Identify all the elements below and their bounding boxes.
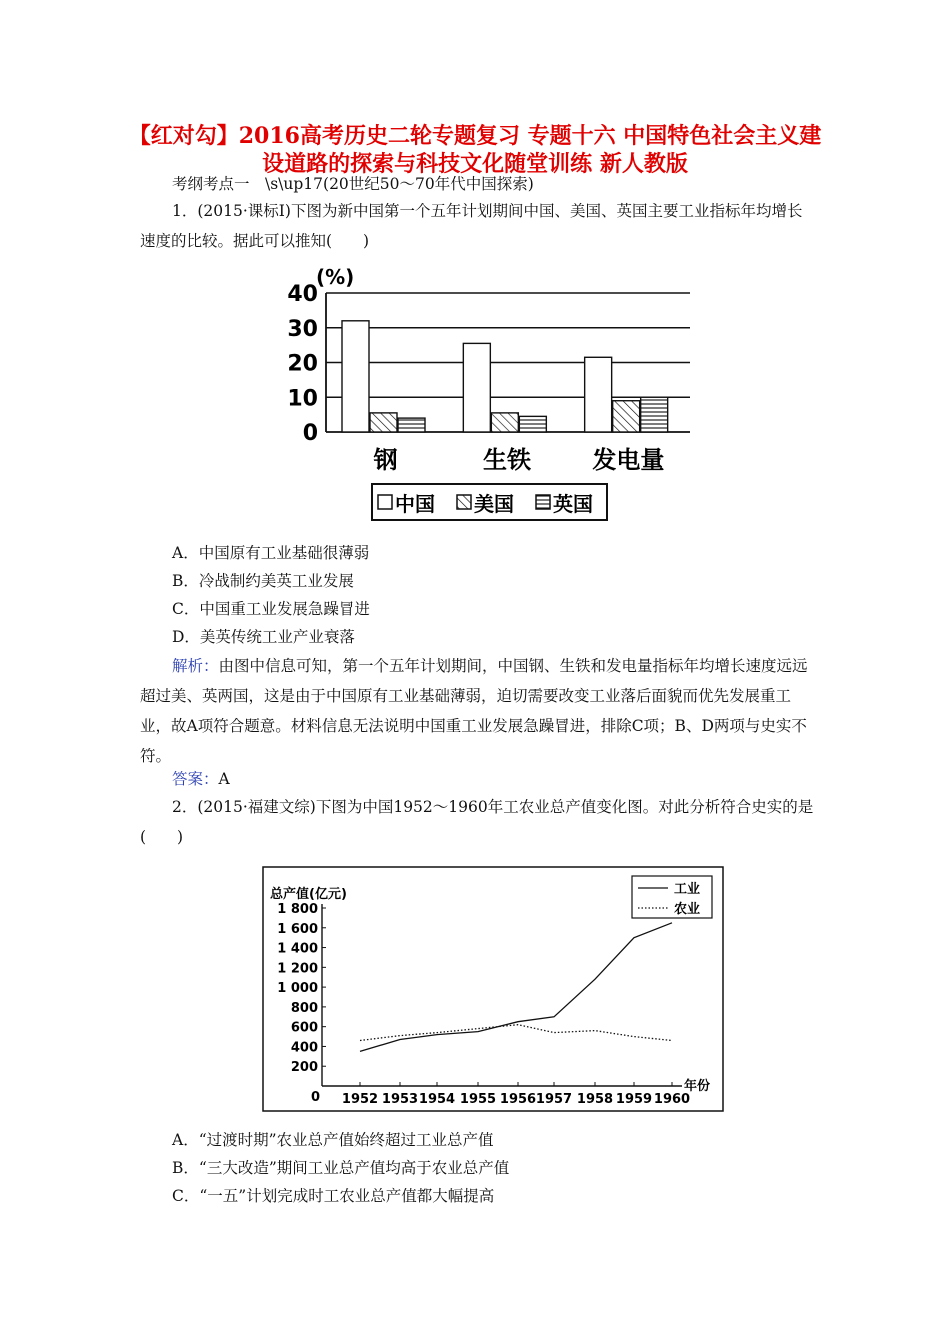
- line-chart-xtick-label: 1960: [653, 1092, 691, 1107]
- bar-chart-ylabel: (%): [316, 265, 355, 289]
- bar-chart-ytick-label: 0: [302, 421, 318, 446]
- q1-answer: [172, 764, 230, 794]
- bar-usa: [370, 413, 397, 432]
- q1-option-c: C．中国重工业发展急躁冒进: [172, 600, 370, 618]
- line-chart-xtick-label: 1958: [576, 1092, 614, 1107]
- legend-label-usa: 美国: [474, 492, 514, 516]
- line-chart-ytick-label: 1 200: [277, 961, 318, 977]
- line-chart-ytick-label: 1 600: [277, 921, 318, 937]
- line-chart-ytick-label: 600: [290, 1020, 318, 1036]
- legend-swatch-usa: [457, 495, 471, 509]
- q1-option-a: A．中国原有工业基础很薄弱: [172, 544, 370, 562]
- q1-option-d: D．美英传统工业产业衰落: [172, 628, 355, 646]
- legend-swatch-china: [378, 495, 392, 509]
- bar-uk: [398, 418, 425, 432]
- legend-label-uk: 英国: [553, 492, 593, 516]
- line-chart-xtick-label: 1953: [381, 1092, 419, 1107]
- answer-value: A: [218, 770, 230, 788]
- bar-chart-ytick-label: 20: [287, 351, 318, 377]
- bar-chart: [280, 262, 710, 532]
- analysis-text: 由图中信息可知，第一个五年计划期间，中国钢、生铁和发电量指标年均增长速度远远超过美、英两国，这是由于中国原有工业基础薄弱，迫切需要改变工业落后面貌而优先发展重工业，故A项符合题意。材料信息无法说明中国重工业发展急躁冒进，排除C项；B、D两项与史实不符。: [140, 657, 808, 765]
- line-chart: [262, 866, 724, 1112]
- q2-option-a: A．“过渡时期”农业总产值始终超过工业总产值: [172, 1131, 494, 1149]
- line-chart-ytick-label: 1 800: [277, 902, 318, 917]
- bar-usa: [613, 401, 640, 432]
- line-chart-ytick-label: 1 000: [277, 981, 318, 997]
- line-chart-xlabel: 年份: [684, 1079, 711, 1094]
- answer-label: 答案：: [172, 770, 219, 788]
- line-chart-xtick-label: 1954: [418, 1092, 456, 1107]
- line-chart-ylabel: 总产值(亿元): [270, 887, 347, 902]
- bar-chart-category-label: 发电量: [592, 446, 665, 474]
- q1-option-b: B．冷战制约美英工业发展: [172, 572, 354, 590]
- bar-chart-ytick-label: 40: [287, 282, 318, 307]
- legend-label-china: 中国: [395, 492, 435, 516]
- line-chart-ytick-label: 800: [290, 1000, 318, 1016]
- q1-analysis: [140, 651, 815, 771]
- line-chart-ytick-label: 200: [290, 1060, 318, 1076]
- question-1-stem: 1．(2015·课标Ⅰ)下图为新中国第一个五年计划期间中国、美国、英国主要工业指标年均增长速度的比较。据此可以推知( ): [140, 202, 803, 250]
- bar-china: [342, 321, 369, 432]
- bar-china: [463, 343, 490, 432]
- bar-usa: [491, 413, 518, 432]
- analysis-label: 解析：: [172, 657, 219, 675]
- line-chart-ytick-label: 0: [310, 1090, 320, 1105]
- bar-chart-category-label: 生铁: [483, 446, 531, 474]
- line-chart-ytick-label: 1 400: [277, 941, 318, 957]
- line-chart-xtick-label: 1955: [459, 1092, 497, 1107]
- legend-swatch-uk: [536, 495, 550, 509]
- legend-label-agriculture: 农业: [674, 902, 701, 917]
- bar-uk: [519, 416, 546, 432]
- bar-chart-ytick-label: 30: [287, 316, 318, 342]
- bar-china: [585, 357, 612, 432]
- q2-option-c: C．“一五”计划完成时工农业总产值都大幅提高: [172, 1187, 495, 1205]
- page-title: 【红对勾】2016高考历史二轮专题复习 专题十六 中国特色社会主义建设道路的探索与科技文化随堂训练 新人教版: [128, 123, 822, 177]
- legend-label-industry: 工业: [674, 882, 701, 897]
- line-chart-xtick-label: 1952: [341, 1092, 379, 1107]
- line-chart-xtick-label: 1959: [615, 1092, 653, 1107]
- bar-chart-category-label: 钢: [373, 446, 398, 474]
- line-chart-ytick-label: 400: [290, 1040, 318, 1056]
- q2-option-b: B．“三大改造”期间工业总产值均高于农业总产值: [172, 1159, 510, 1177]
- line-chart-xtick-label: 1956: [499, 1092, 537, 1107]
- bar-uk: [641, 397, 668, 432]
- section-heading: 考纲考点一 \s\up17(20世纪50～70年代中国探索): [172, 175, 534, 193]
- line-chart-xtick-label: 1957: [535, 1092, 573, 1107]
- bar-chart-ytick-label: 10: [287, 386, 318, 412]
- series-line-industry: [360, 923, 672, 1052]
- question-2-stem: 2．(2015·福建文综)下图为中国1952～1960年工农业总产值变化图。对此分析符合史实的是( ): [140, 798, 814, 846]
